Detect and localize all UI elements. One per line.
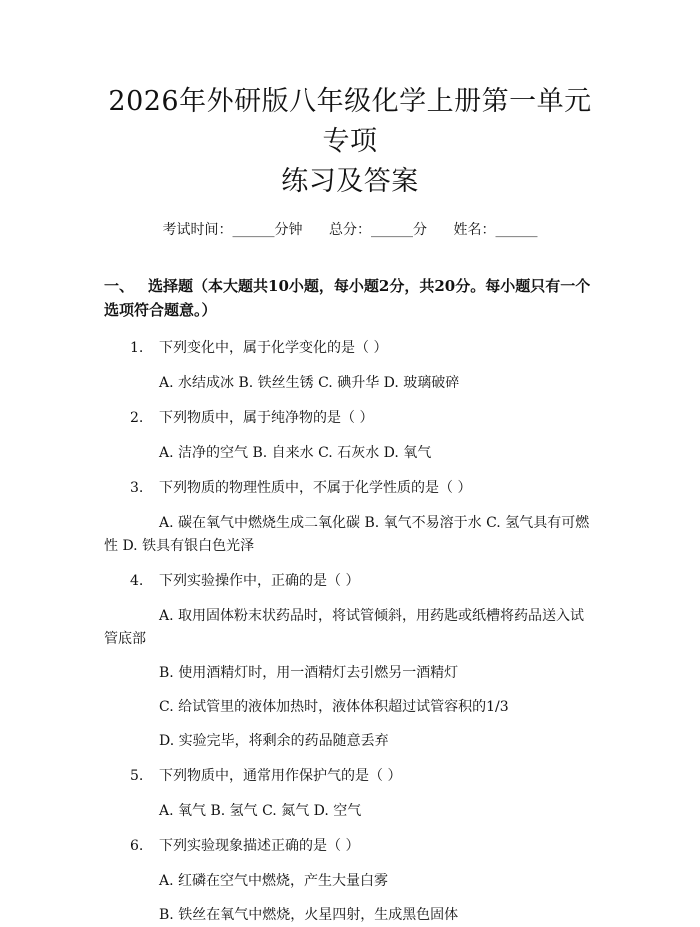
question-options: A. 洁净的空气 B. 自来水 C. 石灰水 D. 氧气 — [159, 445, 432, 461]
option-d: D. 实验完毕，将剩余的药品随意丢弃 — [159, 733, 389, 749]
question-stem — [104, 572, 596, 591]
question-number: 5. — [130, 768, 144, 784]
option-b: B. 铁丝在氧气中燃烧，火星四射，生成黑色固体 — [159, 907, 459, 923]
total-score-field: 总分：______分 — [329, 222, 427, 238]
option-a: A. 取用固体粉末状药品时，将试管倾斜，用药匙或纸槽将药品送入试管底部 — [104, 608, 585, 647]
question-options: A. 水结成冰 B. 铁丝生锈 C. 碘升华 D. 玻璃破碎 — [159, 375, 460, 391]
question-text: 下列变化中，属于化学变化的是（ ） — [159, 340, 388, 356]
section-number: 一、 — [104, 277, 135, 295]
section-heading — [104, 274, 596, 322]
question-options: A. 氧气 B. 氢气 C. 氮气 D. 空气 — [159, 803, 362, 819]
option-a: A. 红磷在空气中燃烧，产生大量白雾 — [159, 873, 389, 889]
document-title — [104, 82, 596, 202]
question-stem — [104, 479, 596, 498]
question-4 — [104, 572, 596, 753]
section-heading-text: 选择题（本大题共10小题，每小题2分，共20分。每小题只有一个选项符合题意。） — [104, 277, 591, 319]
question-text: 下列实验操作中，正确的是（ ） — [159, 573, 360, 589]
option-c: C. 给试管里的液体加热时，液体体积超过试管容积的1/3 — [159, 699, 509, 715]
question-number: 4. — [130, 573, 144, 589]
question-stem — [104, 837, 596, 856]
exam-time-field: 考试时间：______分钟 — [162, 222, 303, 238]
question-stem — [104, 409, 596, 428]
title-line-1: 2026年外研版八年级化学上册第一单元专项 — [108, 86, 592, 157]
question-number: 1. — [130, 340, 144, 356]
question-text: 下列物质中，属于纯净物的是（ ） — [159, 410, 374, 426]
title-line-2: 练习及答案 — [281, 166, 419, 197]
option-b: B. 使用酒精灯时，用一酒精灯去引燃另一酒精灯 — [159, 665, 459, 681]
question-stem — [104, 339, 596, 358]
question-number: 3. — [130, 480, 144, 496]
question-5 — [104, 767, 596, 823]
question-number: 6. — [130, 838, 144, 854]
question-text: 下列实验现象描述正确的是（ ） — [159, 838, 360, 854]
question-text: 下列物质的物理性质中，不属于化学性质的是（ ） — [159, 480, 472, 496]
question-number: 2. — [130, 410, 144, 426]
question-text: 下列物质中，通常用作保护气的是（ ） — [159, 768, 402, 784]
student-name-field: 姓名：______ — [453, 222, 538, 238]
question-1 — [104, 339, 596, 395]
question-stem — [104, 767, 596, 786]
question-options: A. 碳在氧气中燃烧生成二氧化碳 B. 氧气不易溶于水 C. 氢气具有可燃性 D. 铁具有银白色光泽 — [104, 515, 590, 554]
question-2 — [104, 409, 596, 465]
exam-meta — [104, 219, 596, 239]
question-3 — [104, 479, 596, 558]
question-6 — [104, 837, 596, 927]
